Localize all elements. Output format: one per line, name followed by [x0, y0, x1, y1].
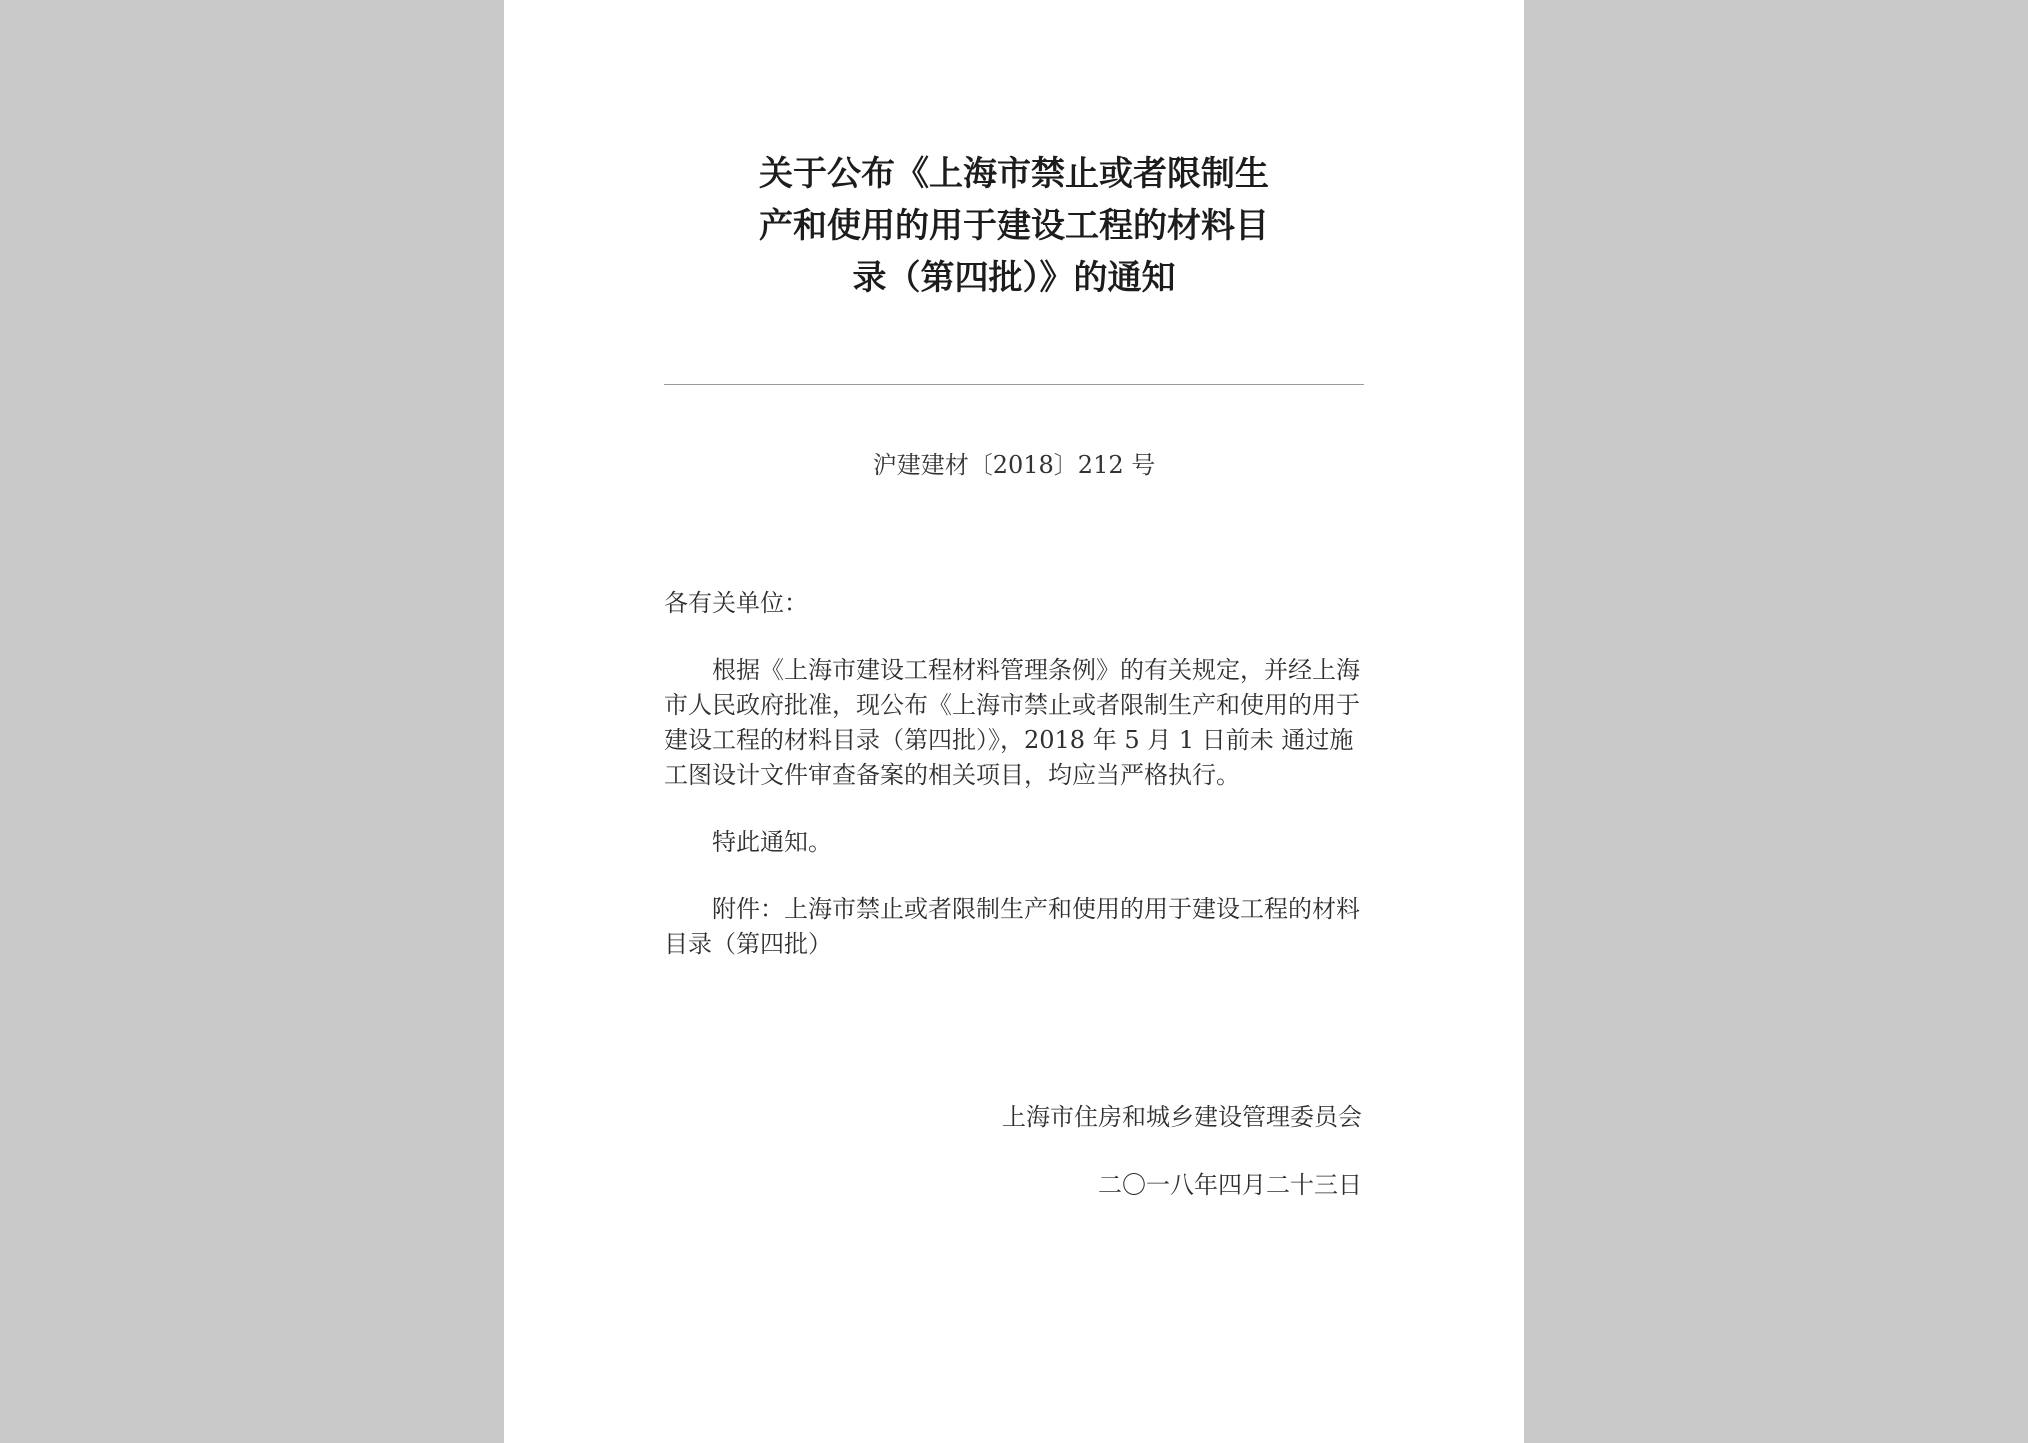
document-number: 沪建建材〔2018〕212 号	[872, 451, 1156, 479]
salutation: 各有关单位：	[664, 589, 808, 617]
closing-paragraph: 特此通知。	[712, 828, 832, 856]
issue-date: 二〇一八年四月二十三日	[1098, 1171, 1362, 1199]
title-line-1: 关于公布《上海市禁止或者限制生	[759, 154, 1269, 194]
title-line-2: 产和使用的用于建设工程的材料目	[759, 206, 1269, 246]
issuing-authority: 上海市住房和城乡建设管理委员会	[1002, 1103, 1362, 1131]
document-title	[504, 148, 1524, 304]
document-body	[664, 586, 1364, 994]
title-line-3: 录（第四批）》的通知	[852, 258, 1176, 298]
attachment-paragraph: 附件：上海市禁止或者限制生产和使用的用于建设工程的材料目录（第四批）	[664, 895, 1360, 958]
body-paragraph: 根据《上海市建设工程材料管理条例》的有关规定，并经上海市人民政府批准，现公布《上海市禁止或者限制生产和使用的用于建设工程的材料目录（第四批）》，2018 年 5 月 1 日前未 通过施工图设计文件审查备案的相关项目，均应当严格执行。	[664, 656, 1360, 789]
document-page	[504, 0, 1524, 1443]
title-divider	[664, 384, 1364, 385]
